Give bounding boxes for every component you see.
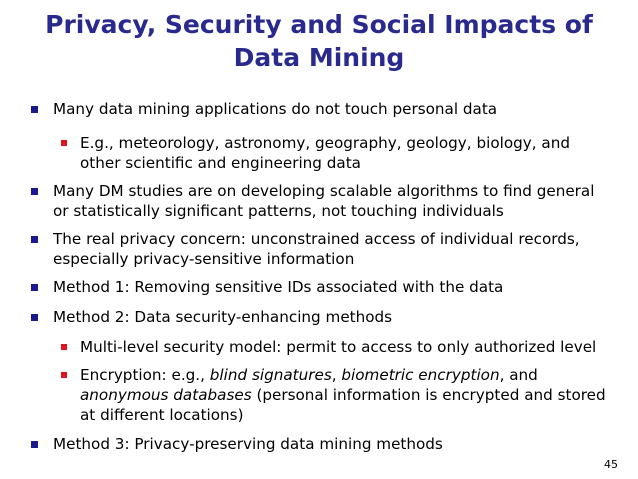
list-item — [53, 277, 503, 297]
list-item-text: E.g., meteorology, astronomy, geography, geology, biology, and — [80, 134, 570, 152]
list-item — [80, 133, 570, 173]
list-item-text-line-3: at different locations) — [80, 406, 244, 424]
list-item — [80, 365, 606, 425]
list-item-text: or statistically significant patterns, not touching individuals — [53, 202, 504, 220]
text-segment: , and — [499, 366, 538, 384]
square-bullet-icon — [31, 314, 38, 321]
list-item-text: other scientific and engineering data — [80, 154, 361, 172]
list-item-text: especially privacy-sensitive information — [53, 250, 355, 268]
list-item-text: The real privacy concern: unconstrained access of individual records, — [53, 230, 580, 248]
slide-title-line-2: Data Mining — [233, 43, 405, 72]
text-segment: (personal information is encrypted and stored — [251, 386, 606, 404]
list-item-text: Method 3: Privacy-preserving data mining methods — [53, 435, 443, 453]
square-bullet-icon — [61, 344, 67, 350]
emphasis-text: blind signatures — [209, 366, 332, 384]
square-bullet-icon — [31, 188, 38, 195]
list-item — [53, 99, 497, 119]
text-segment: , — [331, 366, 342, 384]
list-item-text: Multi-level security model: permit to access to only authorized level — [80, 338, 597, 356]
list-item — [53, 434, 443, 454]
list-item-text: Method 2: Data security-enhancing methods — [53, 308, 393, 326]
list-item — [53, 181, 594, 221]
list-item-text: Many DM studies are on developing scalable algorithms to find general — [53, 182, 595, 200]
list-item — [80, 337, 596, 357]
list-item-text: Method 1: Removing sensitive IDs associated with the data — [53, 278, 504, 296]
list-item — [53, 229, 580, 269]
list-item — [53, 307, 392, 327]
page-number: 45 — [604, 458, 618, 471]
emphasis-text: anonymous databases — [80, 386, 252, 404]
emphasis-text: biometric encryption — [341, 366, 500, 384]
list-item-text: Many data mining applications do not touch personal data — [53, 100, 498, 118]
square-bullet-icon — [61, 140, 67, 146]
slide-title-line-1: Privacy, Security and Social Impacts of — [45, 10, 593, 39]
square-bullet-icon — [31, 441, 38, 448]
square-bullet-icon — [61, 372, 67, 378]
square-bullet-icon — [31, 284, 38, 291]
square-bullet-icon — [31, 106, 38, 113]
square-bullet-icon — [31, 236, 38, 243]
list-item-text-line-2 — [80, 385, 606, 405]
text-segment: Encryption: e.g., — [80, 366, 210, 384]
list-item-text-line-1 — [80, 365, 606, 385]
